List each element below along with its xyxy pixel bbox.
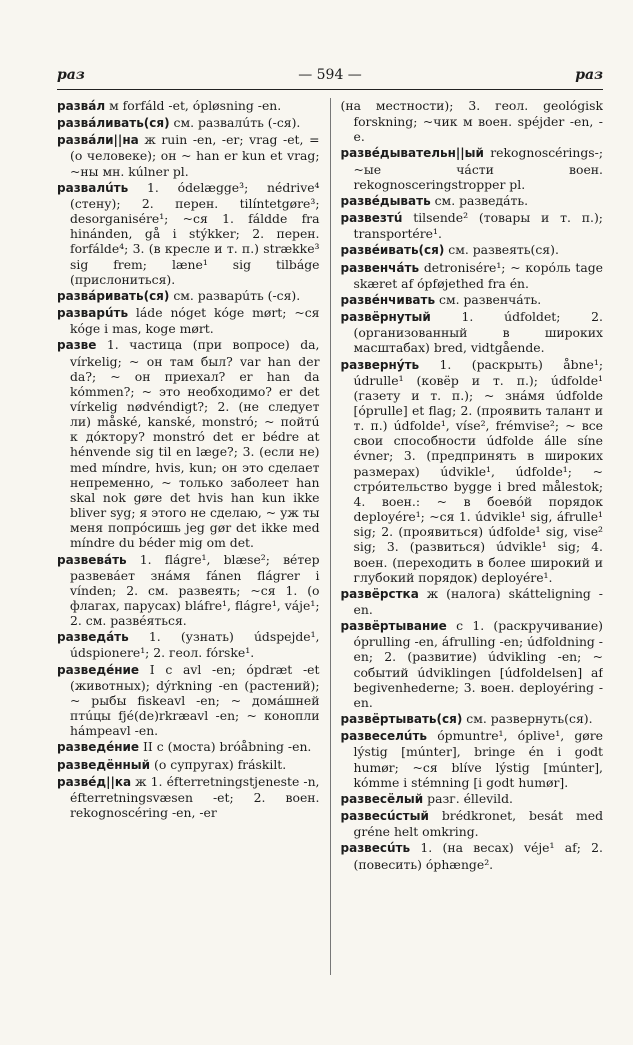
dictionary-entry — [341, 791, 604, 807]
dictionary-entry — [57, 552, 320, 629]
entry-headword: разведённый — [57, 757, 151, 772]
dictionary-entry — [57, 132, 320, 178]
left-column — [57, 98, 320, 975]
entry-definition: ж ruin -en, -er; vrag -et, = (о человеке); он ~ han er kun et vrag; ~ны мн. kúlner pl. — [70, 132, 320, 179]
header-right-guideword: раз — [575, 67, 603, 83]
entry-headword: развесúстый — [340, 809, 429, 824]
entry-headword: развéдывать — [340, 193, 431, 208]
entry-headword: развёртывать(ся) — [340, 712, 463, 727]
dictionary-entry — [57, 180, 320, 287]
dictionary-entry — [341, 260, 604, 291]
dictionary-entry — [57, 739, 320, 755]
dictionary-entry — [341, 242, 604, 258]
entry-definition: láde nóget kóge mørt; ~ся kóge i mas, koge mørt. — [70, 305, 320, 337]
entry-definition: 1. (на весах) véje¹ af; 2. (повесить) óphænge². — [353, 840, 603, 872]
entry-definition: (о супругах) fráskilt. — [150, 756, 287, 772]
entry-definition: ж 1. éfterretningstjeneste -n, éfterretningsvæsen -et; 2. воен. rekognoscéring -en, -er — [70, 773, 320, 821]
dictionary-entry — [57, 757, 320, 773]
column-divider — [330, 98, 331, 975]
dictionary-entry — [57, 662, 320, 739]
entry-definition: 1. flágre¹, blæse²; вéтер развевáет знáмя fánen flágrer i vínden; 2. см. развеять; ~ся 1. (о флагах, парусах) bláfre¹, flágre¹, váje¹; 2. см. развéяться. — [70, 551, 320, 629]
page-header — [57, 65, 603, 90]
entry-headword: развáривать(ся) — [57, 288, 170, 303]
entry-definition: 1. частица (при вопросе) da, vírkelig; ~ он там был? var han der da?; ~ он приехал? er han da kómmen?; ~ это необходимо? er det vírkelig nødvéndigt?; 2. (не следует ли) måské, kanské, monstró; ~ пойтú к дóктору? monstró det er bédre at hénvende sig til en læge?; 3. (если не) med míndre, hvis, kun; он это сделает непременно, ~ только заболеет han skal nok gøre det hvis han kun ikke bliver syg; я этого не сделаю, ~ уж ты меня попрóсишь jeg gør det ikke med míndre du béder mig om det. — [70, 337, 320, 551]
entry-definition: 1. (узнать) údspejde¹, údspionere¹; 2. геол. fórske¹. — [70, 629, 320, 661]
entry-headword: развенчáть — [340, 260, 420, 275]
dictionary-entry — [341, 145, 604, 191]
entry-headword: развáливать(ся) — [57, 116, 170, 131]
entry-definition: 1. (раскрыть) åbne¹; údrulle¹ (ковёр и т. п.); údfolde¹ (газету и т. п.); ~ знáмя údfolde [óprulle] et flag; 2. (проявить талант и т. п.) údfolde¹, víse², frémvise²; ~ все свои способности údfolde álle síne évner; 3. (предпринять в широких размерах) údvikle¹, údfolde¹; ~ стрóительство bygge i bred målestok; 4. воен.: ~ в боевóй порядок deployére¹; ~ся 1. údvikle¹ sig, áfrulle¹ sig; 2. (проявиться) údfolde¹ sig, vise² sig; 3. (развиться) údvikle¹ sig; 4. воен. (переходить в более широкий и глубокий порядок) deployére¹. — [353, 356, 603, 585]
entry-definition: ж (налога) skátteligning -en. — [353, 585, 603, 617]
entry-headword: развáл — [57, 99, 106, 113]
entry-headword: разварúть — [57, 306, 129, 321]
entry-headword: развёртывание — [340, 619, 447, 634]
entry-definition: (на местности); 3. геол. geológisk forskning; ~чик м воен. spéjder -en, -e. — [340, 98, 603, 145]
entry-definition: см. развенчáть. — [435, 291, 542, 307]
entry-definition: см. развернуть(ся). — [462, 711, 593, 727]
entry-definition: см. развеять(ся). — [444, 242, 559, 258]
entry-definition: см. разведáть. — [430, 192, 529, 208]
entry-headword: развернýть — [340, 357, 420, 372]
entry-headword: развáли||на — [57, 133, 139, 148]
entry-definition: 1. ódelægge³; nédrive⁴ (стену); 2. перен. tilíntetgøre³; desorganisére¹; ~ся 1. fáldde fra hinánden, gå i stýkker; 2. перен. forfálde⁴; 3. (в кресле и т. п.) strække³ sig frem; læne¹ sig tilbáge (прислониться). — [70, 179, 320, 287]
entry-definition: detronisére¹; ~ корóль tage skæret af ópføjethed fra én. — [353, 259, 603, 291]
entry-definition: II с (моста) bróåbning -en. — [139, 739, 312, 755]
entry-definition: см. развалúть (-ся). — [169, 115, 301, 131]
entry-definition: tilsende² (товары и т. п.); transportére¹. — [353, 210, 603, 242]
dictionary-entry — [57, 774, 320, 820]
entry-definition: brédkronet, besát med gréne helt omkring. — [353, 808, 603, 840]
entry-headword: разве — [57, 338, 97, 353]
entry-headword: развéд||ка — [57, 774, 132, 789]
dictionary-entry — [341, 711, 604, 727]
entry-headword: развёрнутый — [340, 310, 431, 325]
entry-headword: развесёлый — [340, 791, 424, 806]
entry-headword: развéивать(ся) — [340, 243, 445, 258]
entry-headword: разведáть — [57, 630, 129, 645]
dictionary-columns — [57, 98, 603, 975]
entry-headword: развалúть — [57, 180, 129, 195]
entry-headword: развеселúть — [340, 729, 428, 744]
entry-definition: rekognoscérings-; ~ые чáсти воен. rekognosceringstropper pl. — [353, 145, 603, 192]
dictionary-entry — [341, 618, 604, 710]
dictionary-entry — [341, 357, 604, 585]
entry-definition: ópmuntre¹, óplive¹, gøre lýstig [múnter], bringe én i godt humør; ~ся blíve lýstig [múnter], kómme i stémning [i godt humør]. — [353, 728, 603, 790]
dictionary-entry — [57, 337, 320, 550]
entry-headword: разведéние — [57, 662, 140, 677]
dictionary-entry — [57, 629, 320, 660]
entry-headword: развевáть — [57, 552, 127, 567]
entry-headword: развезтú — [340, 211, 403, 226]
entry-definition: разг. éllevild. — [423, 790, 513, 806]
entry-definition: I с avl -en; ópdræt -et (животных); dýrkning -en (растений); ~ рыбы fiskeavl -en; ~ домáшней птúцы fjé(de)rkræavl -en; ~ конопли hámpeavl -en. — [70, 661, 320, 739]
entry-headword: развéнчивать — [340, 292, 436, 307]
entry-definition: 1. údfoldet; 2. (организованный в широких масштабах) bred, vidtgående. — [353, 309, 603, 356]
dictionary-entry — [57, 115, 320, 131]
entry-headword: разведéние — [57, 740, 140, 755]
right-column — [341, 98, 604, 975]
entry-definition: см. разварúть (-ся). — [169, 287, 301, 303]
dictionary-entry — [341, 586, 604, 617]
dictionary-entry — [341, 309, 604, 355]
dictionary-entry — [341, 840, 604, 871]
dictionary-entry — [57, 98, 320, 114]
entry-headword: развесúть — [340, 841, 411, 856]
header-left-guideword: раз — [57, 67, 85, 83]
dictionary-entry — [341, 728, 604, 790]
entry-definition: м forfáld -et, ópløsning -en. — [105, 98, 282, 113]
dictionary-entry — [341, 210, 604, 241]
dictionary-entry — [341, 98, 604, 144]
dictionary-entry — [57, 288, 320, 304]
page-number: — 594 — — [298, 67, 362, 83]
dictionary-entry — [57, 305, 320, 336]
dictionary-entry — [341, 193, 604, 209]
entry-headword: развéдывательн||ый — [340, 146, 484, 161]
dictionary-entry — [341, 292, 604, 308]
entry-definition: с 1. (раскручивание) óprulling -en, áfrulling -en; údfoldning -en; 2. (развитие) údvikling -en; ~ событий údviklingen [údfoldelsen] af begivenhederne; 3. воен. deployéring -en. — [353, 618, 603, 710]
dictionary-entry — [341, 808, 604, 839]
entry-headword: развёрстка — [340, 586, 419, 601]
